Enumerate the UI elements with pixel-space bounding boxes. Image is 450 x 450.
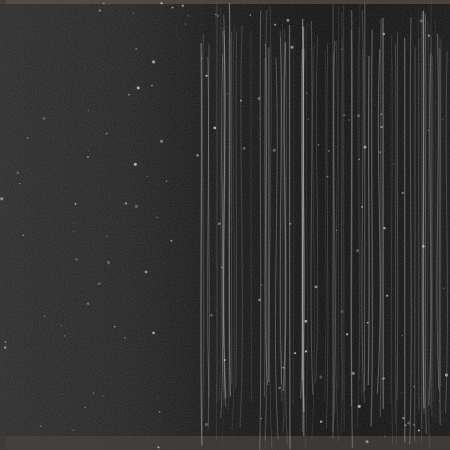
paint-speck [85,407,86,408]
brush-streak [432,56,433,401]
left-edge [0,0,6,450]
paint-speck [357,114,360,117]
paint-speck [356,249,359,252]
paint-speck [5,341,7,343]
paint-speck [27,137,29,139]
paint-speck [261,418,262,419]
paint-speck [341,310,344,313]
paint-speck [443,288,444,289]
paint-speck [135,48,137,50]
paint-speck [382,377,385,380]
paint-speck [4,347,6,349]
brush-streak [440,48,441,425]
paint-speck [413,386,415,388]
paint-speck [282,367,284,369]
paint-speck [367,322,369,324]
paint-speck [44,315,46,317]
paint-speck [286,19,289,22]
paint-speck [294,352,296,354]
paint-speck [73,430,74,431]
paint-speck [306,92,308,94]
paint-speck [182,5,184,7]
paint-speck [128,94,130,96]
paint-speck [160,140,163,143]
paint-speck [382,33,385,36]
paint-speck [381,114,382,115]
paint-speck [402,417,404,419]
paint-speck [361,206,363,208]
paint-speck [40,425,42,427]
paint-speck [261,285,262,286]
paint-speck [358,159,359,160]
paint-speck [320,420,322,422]
paint-speck [156,217,157,218]
brush-streak [368,56,369,385]
paint-speck [240,100,242,102]
paint-speck [151,85,153,87]
paint-speck [364,146,367,149]
paint-speck [300,428,301,429]
paint-speck [124,337,126,339]
paint-speck [205,423,208,426]
paint-speck [106,236,107,237]
paint-speck [436,102,437,103]
paint-speck [205,75,207,77]
paint-speck [152,60,155,63]
paint-speck [185,23,186,24]
paint-speck [258,299,261,302]
paint-speck [402,192,404,194]
paint-speck [103,3,105,5]
paint-speck [442,119,443,120]
paint-speck [365,440,368,443]
paint-speck [341,49,342,50]
paint-speck [305,320,308,323]
paint-speck [243,147,246,150]
paint-speck [336,230,337,231]
paint-speck [384,436,385,437]
paint-speck [159,411,161,413]
paint-speck [106,133,108,135]
paint-speck [257,97,260,100]
paint-speck [315,285,318,288]
paint-speck [114,326,116,328]
top-edge [0,0,450,4]
paint-speck [379,151,381,153]
paint-speck [215,14,216,15]
paint-speck [145,271,148,274]
paint-speck [93,392,95,394]
paint-speck [152,332,155,335]
paint-speck [16,171,19,174]
paint-speck [327,176,329,178]
paint-speck [352,372,355,375]
paint-speck [422,245,425,248]
paint-speck [290,223,292,225]
paint-speck [273,149,276,152]
paint-speck [73,231,74,232]
paint-speck [418,429,420,431]
paint-speck [158,398,159,399]
paint-speck [439,400,440,401]
paint-speck [166,181,167,182]
brush-streak [380,19,381,417]
paint-speck [64,335,66,337]
paint-speck [346,333,348,335]
paint-speck [413,424,415,426]
paint-speck [224,359,226,361]
paint-speck [42,117,45,120]
paint-speck [407,422,410,425]
paint-speck [172,7,174,9]
paint-speck [102,395,104,397]
paint-speck [170,240,172,242]
paint-speck [401,392,402,393]
paint-speck [137,86,140,89]
paint-speck [343,114,345,116]
paint-speck [188,15,189,16]
brush-streak [422,14,423,428]
paint-speck [383,227,385,229]
paint-speck [445,374,448,377]
paint-speck [73,223,74,224]
paint-speck [22,235,23,236]
paint-speck [358,405,361,408]
paint-speck [210,314,213,317]
paint-speck [420,20,423,23]
paint-speck [428,130,429,131]
paint-speck [87,302,90,305]
paint-speck [98,282,101,285]
paint-speck [164,263,165,264]
paint-speck [402,335,403,336]
paint-speck [133,12,134,13]
paint-speck [99,9,102,12]
paint-speck [393,164,394,165]
paint-speck [308,118,309,119]
paint-speck [218,222,221,225]
paint-speck [259,119,260,120]
paint-speck [405,424,407,426]
paint-speck [147,176,148,177]
paint-speck [227,93,228,94]
paint-speck [274,24,276,26]
bottom-edge [0,436,450,450]
paint-speck [250,14,252,16]
paint-speck [157,446,159,448]
paint-speck [291,46,294,49]
paint-speck [0,197,3,200]
paint-speck [319,376,322,379]
paint-speck [328,150,330,152]
paint-speck [61,325,62,326]
paint-speck [88,150,89,151]
paint-speck [213,127,216,130]
paint-speck [134,163,137,166]
paint-speck [386,295,388,297]
paint-speck [201,57,202,58]
paint-speck [160,2,162,4]
paint-speck [135,205,138,208]
paint-speck [19,183,20,184]
paint-speck [158,184,159,185]
paint-speck [196,154,199,157]
paint-speck [88,110,90,112]
paint-speck [217,15,219,17]
paint-speck [75,203,77,205]
paint-speck [305,350,307,352]
paint-speck [278,387,280,389]
paint-speck [125,202,127,204]
paint-speck [107,261,110,264]
paint-speck [221,267,223,269]
paint-speck [75,258,78,261]
paint-speck [428,34,430,36]
paint-speck [87,156,89,158]
paint-speck [216,385,217,386]
paint-speck [380,126,382,128]
paint-speck [348,119,350,121]
paint-speck [318,144,320,146]
